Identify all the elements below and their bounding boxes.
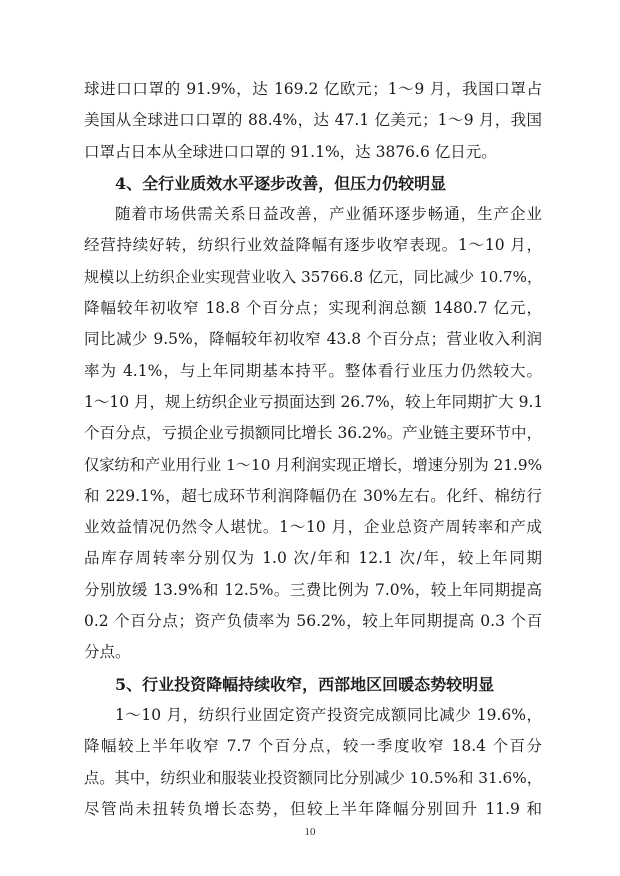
text-line: 业效益情况仍然令人堪忧。1～10 月，企业总资产周转率和产成 [84, 518, 542, 537]
text-line: 个百分点，亏损企业亏损额同比增长 36.2%。产业链主要环节中， [84, 424, 542, 443]
section-heading: 5、行业投资降幅持续收窄，西部地区回暖态势较明显 [115, 674, 495, 694]
text-line: 分别放缓 13.9%和 12.5%。三费比例为 7.0%，较上年同期提高 [84, 580, 542, 599]
text-line: 和 229.1%，超七成环节利润降幅仍在 30%左右。化纤、棉纺行 [84, 486, 542, 505]
text-line: 随着市场供需关系日益改善，产业循环逐步畅通，生产企业 [115, 205, 542, 224]
text-line: 分点。 [84, 643, 131, 662]
text-line: 美国从全球进口口罩的 88.4%，达 47.1 亿美元；1～9 月，我国 [84, 111, 542, 130]
text-line: 1～10 月，规上纺织企业亏损面达到 26.7%，较上年同期扩大 9.1 [84, 392, 544, 411]
section-heading: 4、全行业质效水平逐步改善，但压力仍较明显 [115, 173, 447, 193]
text-line: 1～10 月，纺织行业固定资产投资完成额同比减少 19.6%， [115, 705, 542, 724]
text-line: 球进口口罩的 91.9%，达 169.2 亿欧元；1～9 月，我国口罩占 [84, 80, 542, 98]
page-number: 10 [304, 826, 316, 838]
text-line: 点。其中，纺织业和服装业投资额同比分别减少 10.5%和 31.6%， [84, 768, 542, 787]
text-line: 降幅较上半年收窄 7.7 个百分点，较一季度收窄 18.4 个百分 [84, 737, 542, 756]
text-line: 经营持续好转，纺织行业效益降幅有逐步收窄表现。1～10 月， [84, 236, 542, 255]
text-line: 同比减少 9.5%，降幅较年初收窄 43.8 个百分点；营业收入利润 [84, 330, 542, 349]
text-line: 规模以上纺织企业实现营业收入 35766.8 亿元，同比减少 10.7%， [84, 267, 542, 286]
text-line: 仅家纺和产业用行业 1～10 月利润实现正增长，增速分别为 21.9% [84, 455, 543, 474]
text-line: 品库存周转率分别仅为 1.0 次/年和 12.1 次/年，较上年同期 [84, 549, 542, 568]
text-line: 尽管尚未扭转负增长态势，但较上半年降幅分别回升 11.9 和 [84, 799, 542, 818]
body-text [84, 74, 542, 825]
text-line: 率为 4.1%，与上年同期基本持平。整体看行业压力仍然较大。 [84, 361, 542, 380]
text-line: 0.2 个百分点；资产负债率为 56.2%，较上年同期提高 0.3 个百 [84, 612, 542, 631]
text-line: 降幅较年初收窄 18.8 个百分点；实现利润总额 1480.7 亿元， [84, 299, 542, 318]
text-line: 口罩占日本从全球进口口罩的 91.1%，达 3876.6 亿日元。 [84, 142, 497, 161]
